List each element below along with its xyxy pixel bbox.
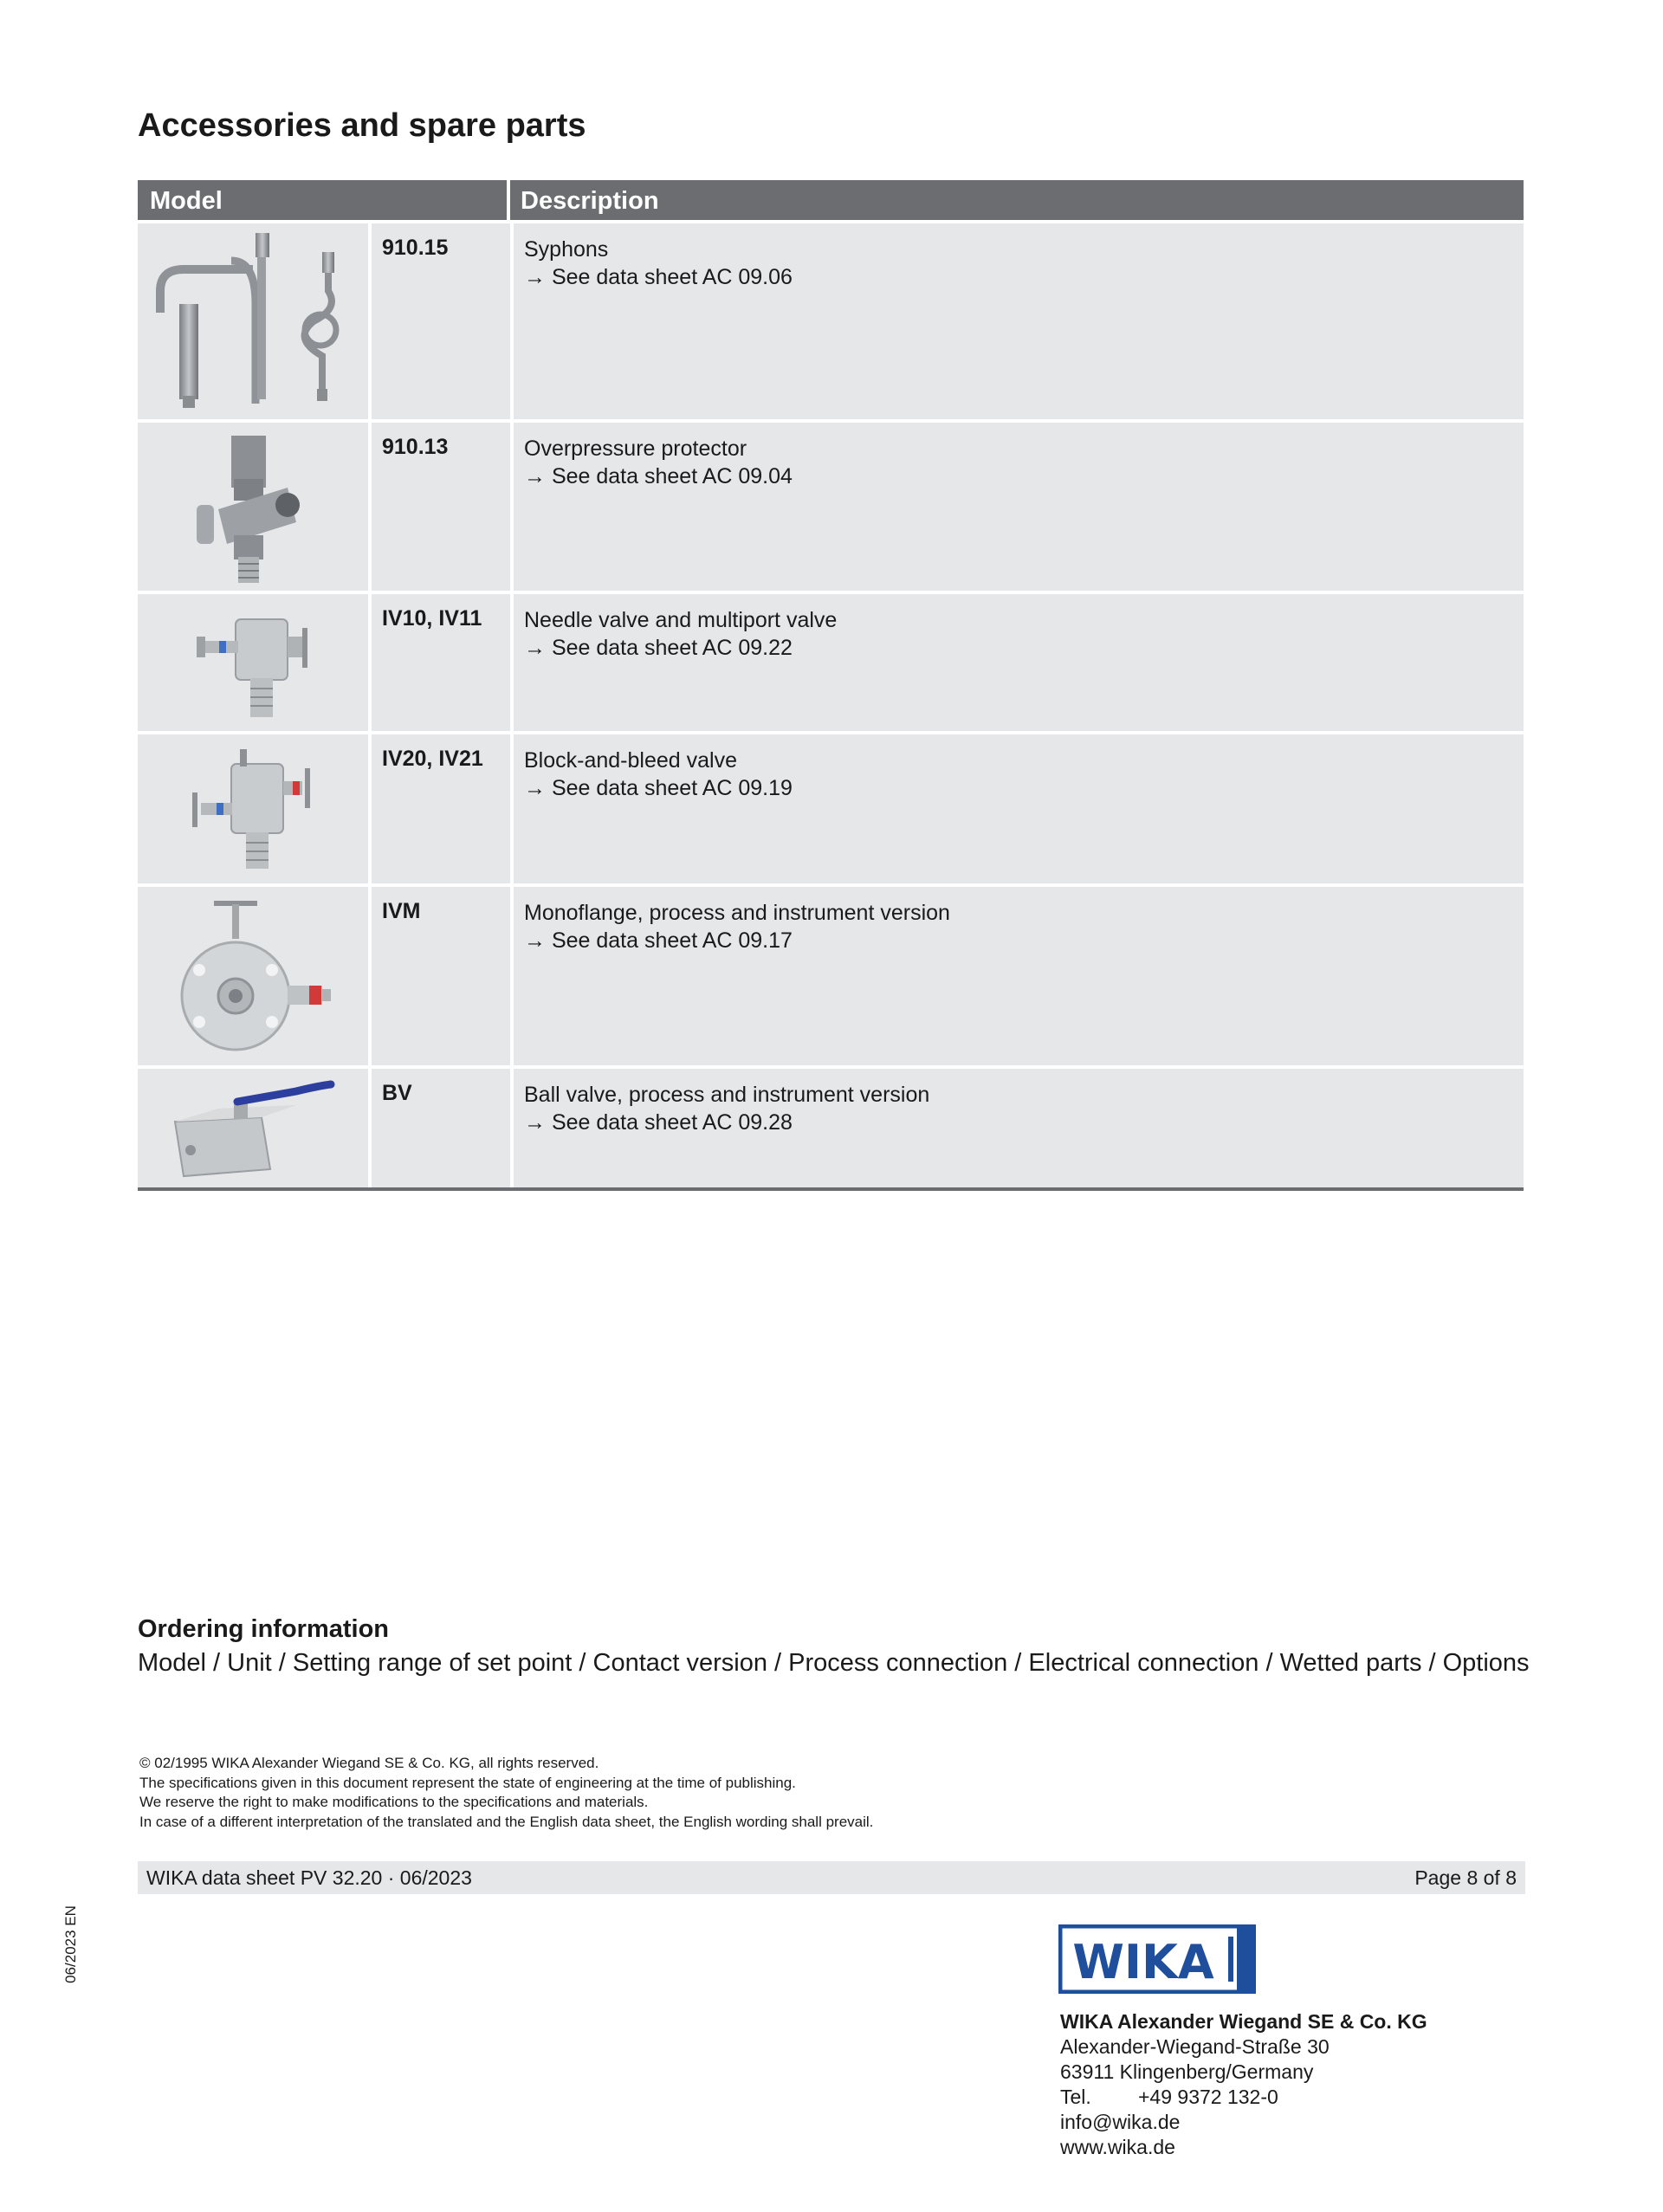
legal-line: © 02/1995 WIKA Alexander Wiegand SE & Co. KG, all rights reserved.: [139, 1755, 599, 1771]
description-text: Syphons: [524, 237, 609, 262]
table-row: [138, 223, 1524, 419]
row-model: IV20, IV21: [372, 734, 510, 883]
datasheet-reference: → See data sheet AC 09.06: [524, 265, 793, 289]
overpressure-protector-image: [138, 423, 368, 591]
block-and-bleed-valve-image: [138, 734, 368, 883]
header-model: Model: [138, 180, 510, 220]
ordering-text: Model / Unit / Setting range of set point / Contact version / Process connection / Electrical connection / Wetted parts / Options: [138, 1649, 1530, 1677]
ordering-title: Ordering information: [138, 1615, 389, 1643]
wika-logo: [1058, 1924, 1256, 1994]
table-header: [138, 180, 1524, 220]
datasheet-reference: → See data sheet AC 09.22: [524, 636, 793, 660]
ball-valve-image: [138, 1069, 368, 1187]
table-row: [138, 423, 1524, 591]
section-title: Accessories and spare parts: [138, 107, 586, 144]
block-and-bleed-valve-icon: [184, 742, 322, 876]
datasheet-reference: → See data sheet AC 09.28: [524, 1110, 793, 1135]
company-address: [1060, 2009, 1427, 2160]
description-text: Monoflange, process and instrument version: [524, 901, 950, 925]
accessories-table: [138, 180, 1524, 1191]
city: 63911 Klingenberg/Germany: [1060, 2060, 1314, 2083]
row-description: [514, 887, 1524, 1065]
description-text: Overpressure protector: [524, 437, 747, 461]
row-model: BV: [372, 1069, 510, 1187]
monoflange-image: [138, 887, 368, 1065]
table-row: [138, 734, 1524, 883]
needle-valve-icon: [188, 602, 318, 723]
legal-line: The specifications given in this document represent the state of engineering at the time of publishing.: [139, 1774, 796, 1791]
tel-number: +49 9372 132-0: [1138, 2086, 1278, 2108]
syphon-icon: [145, 226, 361, 417]
page-number: Page 8 of 8: [1414, 1866, 1517, 1889]
datasheet-reference: → See data sheet AC 09.04: [524, 464, 793, 488]
description-text: Block-and-bleed valve: [524, 748, 737, 773]
company-name: WIKA Alexander Wiegand SE & Co. KG: [1060, 2010, 1427, 2033]
side-date: 06/2023 EN: [62, 1905, 79, 1983]
description-text: Needle valve and multiport valve: [524, 608, 838, 632]
ball-valve-icon: [166, 1074, 340, 1182]
datasheet-reference: → See data sheet AC 09.17: [524, 928, 793, 953]
table-row: [138, 887, 1524, 1065]
row-description: [514, 423, 1524, 591]
email-link[interactable]: info@wika.de: [1060, 2111, 1181, 2133]
telephone: [1060, 2085, 1427, 2110]
row-description: [514, 223, 1524, 419]
row-model: 910.13: [372, 423, 510, 591]
row-model: 910.15: [372, 223, 510, 419]
row-description: [514, 594, 1524, 731]
website-link[interactable]: www.wika.de: [1060, 2136, 1175, 2158]
legal-line: We reserve the right to make modifications to the specifications and materials.: [139, 1794, 649, 1810]
description-text: Ball valve, process and instrument version: [524, 1083, 930, 1107]
legal-line: In case of a different interpretation of the translated and the English data sheet, the English wording shall prevail.: [139, 1813, 874, 1830]
logo-text: WIKA: [1072, 1935, 1214, 1989]
row-model: IV10, IV11: [372, 594, 510, 731]
footer-bar: [138, 1861, 1525, 1894]
legal-notice: [139, 1754, 873, 1832]
overpressure-protector-icon: [184, 427, 322, 587]
monoflange-icon: [166, 892, 340, 1061]
table-bottom-rule: [138, 1187, 1524, 1191]
datasheet-reference: → See data sheet AC 09.19: [524, 776, 793, 800]
row-description: [514, 1069, 1524, 1187]
table-row: [138, 594, 1524, 731]
row-description: [514, 734, 1524, 883]
tel-label: Tel.: [1060, 2086, 1091, 2108]
footer-datasheet: WIKA data sheet PV 32.20 · 06/2023: [146, 1866, 472, 1889]
row-model: IVM: [372, 887, 510, 1065]
header-description: Description: [521, 187, 659, 215]
syphon-image: [138, 223, 368, 419]
needle-valve-image: [138, 594, 368, 731]
table-row: [138, 1069, 1524, 1187]
street: Alexander-Wiegand-Straße 30: [1060, 2035, 1330, 2058]
